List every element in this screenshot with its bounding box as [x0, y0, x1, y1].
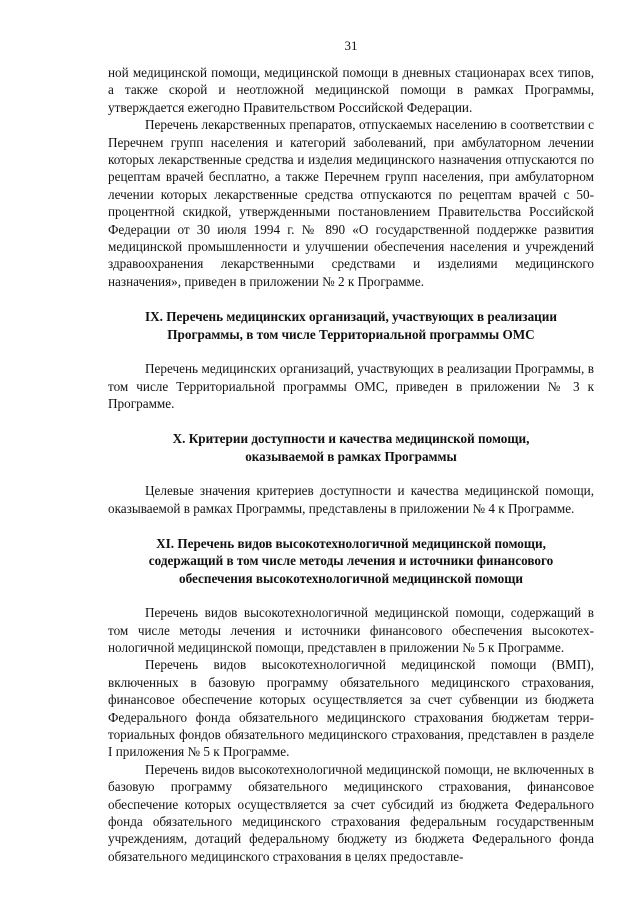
section-11-paragraph-3: Перечень видов высокотехнологичной медицинской помощи, не включенных в базовую программу обязательного медицинского страхования, финансовое обеспечение которых осуществляется за счет субсидий из бюджета Федерального фонда обязательного медицинского страхования федеральным государственным учреждениям, дотаций федеральному бюджету из бюджета Федерального фонда обязательного медицинского страхования в целях предоставле- [108, 761, 594, 864]
section-11-paragraph-2: Перечень видов высокотехнологичной медицинской помощи (ВМП), включенных в базовую программу обязательного медицинского страхования, финансовое обеспечение которых осуществляется за счет субвенции из бюджета Федерального фонда обязательного медицинского страхования бюджетам территориальных фондов обязательного медицинского страхования, представлен в разделе I приложения № 5 к Программе. [108, 657, 594, 760]
section-10-heading-line-1: X. Критерии доступности и качества медицинской помощи, [172, 431, 530, 447]
continuation-paragraph: ной медицинской помощи, медицинской помощи в дневных стационарах всех типов, а также скорой и неотложной медицинской помощи в рамках Программы, утверждается ежегодно Правительством Российской Федерации. [108, 65, 594, 115]
document-page [108, 38, 594, 865]
section-9-paragraph: Перечень медицинских организаций, участвующих в реализации Программы, в том числе Территориальной программы ОМС, приведен в приложении № 3 к Программе. [108, 361, 594, 411]
section-10-paragraph: Целевые значения критериев доступности и качества медицинской помощи, оказываемой в рамках Программы, представлены в приложении № 4 к Программе. [108, 483, 594, 516]
section-9-heading [108, 308, 594, 343]
drugs-list-paragraph: Перечень лекарственных препаратов, отпускаемых населению в соответствии с Перечнем групп населения и категорий заболеваний, при амбулаторном лечении которых лекарственные средства и изделия медицинского назначения отпускаются по рецептам врачей бесплатно, а также Перечнем групп населения, при амбулаторном лечении которых лекарственные средства отпускаются по рецептам врачей с 50-процентной скидкой, утвержденными постановлением Правительства Российской Федерации от 30 июля 1994 г. № 890 «О государственной поддержке развития медицинской промышленности и улучшении обеспечения населения и учреждений здравоохранения лекарственными средствами и изделиями медицинского назначения», приведен в приложении № 2 к Программе. [108, 117, 594, 289]
section-9-heading-line-1: IX. Перечень медицинских организаций, участвующих в реализации [145, 309, 557, 325]
section-11-heading-line-3: обеспечения высокотехнологичной медицинской помощи [179, 570, 523, 586]
section-11-heading-line-1: XI. Перечень видов высокотехнологичной медицинской помощи, [156, 535, 546, 551]
section-11-paragraph-1: Перечень видов высокотехнологичной медицинской помощи, содержащий в том числе методы лечения и источники финансового обеспечения высокотехнологичной медицинской помощи, представлен в приложении № 5 к Программе. [108, 605, 594, 655]
page-number: 31 [344, 38, 358, 53]
section-11-heading-line-2: содержащий в том числе методы лечения и источники финансового [148, 553, 554, 569]
section-10-heading [108, 430, 594, 465]
section-11-heading [108, 535, 594, 587]
section-10-heading-line-2: оказываемой в рамках Программы [245, 448, 457, 464]
section-9-heading-line-2: Программы, в том числе Территориальной программы ОМС [167, 326, 535, 342]
